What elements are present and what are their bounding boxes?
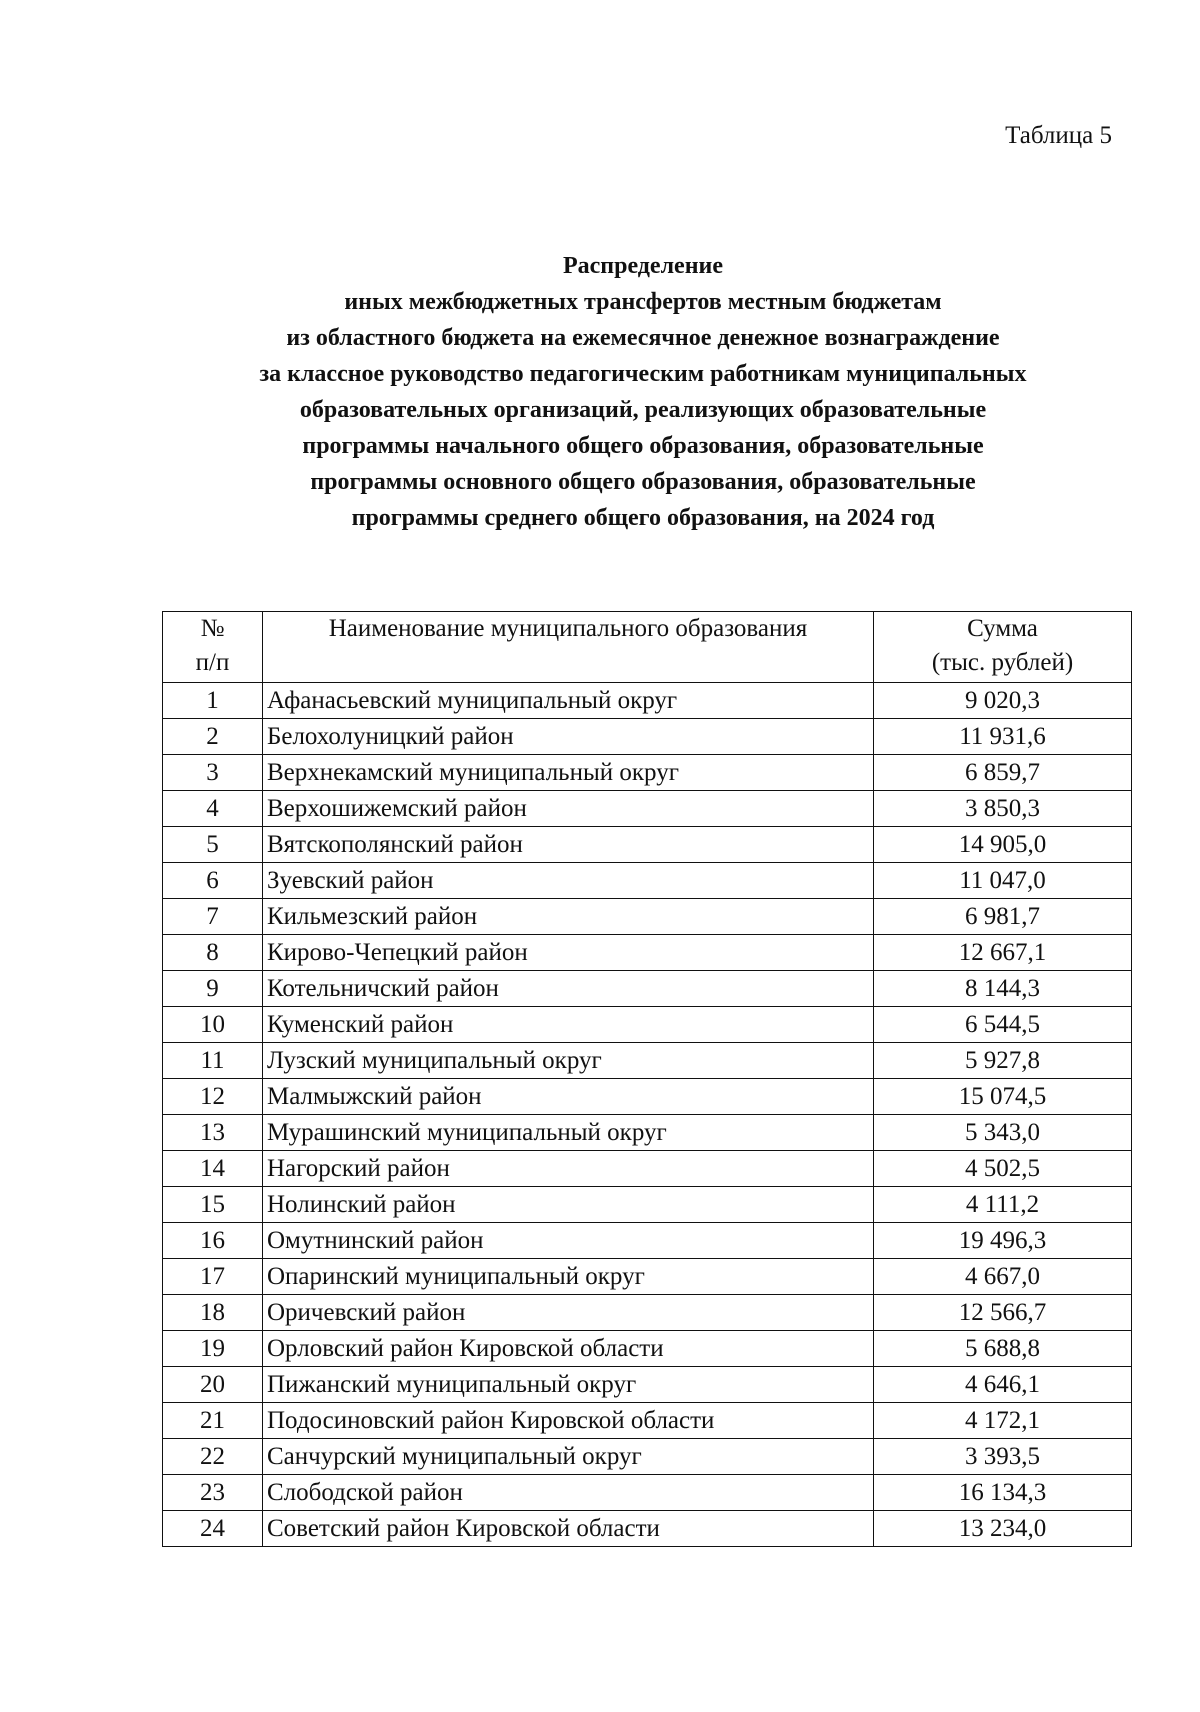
row-municipality-cell: Опаринский муниципальный округ [263,1259,874,1295]
row-municipality-cell: Верхнекамский муниципальный округ [263,755,874,791]
row-municipality-cell: Малмыжский район [263,1079,874,1115]
row-number-cell: 16 [163,1223,263,1259]
row-sum-cell: 6 544,5 [874,1007,1132,1043]
row-municipality-cell: Белохолуницкий район [263,719,874,755]
row-municipality-cell: Кирово-Чепецкий район [263,935,874,971]
row-sum-cell: 19 496,3 [874,1223,1132,1259]
row-sum-cell: 6 859,7 [874,755,1132,791]
row-sum-cell: 9 020,3 [874,683,1132,719]
title-line: образовательных организаций, реализующих образовательные [299,397,987,423]
table-row [163,1475,1132,1511]
row-municipality-cell: Пижанский муниципальный округ [263,1367,874,1403]
row-municipality-cell: Орловский район Кировской области [263,1331,874,1367]
table-row [163,1259,1132,1295]
title-line: программы среднего общего образования, на 2024 год [351,505,935,531]
title-line: программы основного общего образования, образовательные [310,469,976,495]
table-row [163,899,1132,935]
header-sum-line1: Сумма [967,615,1038,642]
table-row [163,1007,1132,1043]
row-number-cell: 21 [163,1403,263,1439]
row-municipality-cell: Верхошижемский район [263,791,874,827]
row-municipality-cell: Санчурский муниципальный округ [263,1439,874,1475]
table-row [163,935,1132,971]
row-sum-cell: 11 047,0 [874,863,1132,899]
row-sum-cell: 4 646,1 [874,1367,1132,1403]
row-sum-cell: 12 667,1 [874,935,1132,971]
row-municipality-cell: Омутнинский район [263,1223,874,1259]
row-number-cell: 5 [163,827,263,863]
table-body [163,683,1132,1547]
row-number-cell: 17 [163,1259,263,1295]
row-number-cell: 15 [163,1187,263,1223]
title-line: иных межбюджетных трансфертов местным бюджетам [344,289,942,315]
row-number-cell: 14 [163,1151,263,1187]
table-row [163,791,1132,827]
row-sum-cell: 5 688,8 [874,1331,1132,1367]
row-sum-cell: 11 931,6 [874,719,1132,755]
row-municipality-cell: Советский район Кировской области [263,1511,874,1547]
row-sum-cell: 8 144,3 [874,971,1132,1007]
row-municipality-cell: Оричевский район [263,1295,874,1331]
title-line: Распределение [562,253,724,279]
row-sum-cell: 13 234,0 [874,1511,1132,1547]
header-sum-line2: (тыс. рублей) [931,649,1074,676]
row-sum-cell: 4 502,5 [874,1151,1132,1187]
title-line: за классное руководство педагогическим работникам муниципальных [259,361,1027,387]
table-row [163,1511,1132,1547]
table-row [163,719,1132,755]
row-municipality-cell: Вятскополянский район [263,827,874,863]
table-row [163,1403,1132,1439]
row-number-cell: 13 [163,1115,263,1151]
row-number-cell: 11 [163,1043,263,1079]
row-number-cell: 3 [163,755,263,791]
row-sum-cell: 12 566,7 [874,1295,1132,1331]
row-number-cell: 4 [163,791,263,827]
row-sum-cell: 4 667,0 [874,1259,1132,1295]
row-municipality-cell: Котельничский район [263,971,874,1007]
table-row [163,1151,1132,1187]
row-sum-cell: 3 393,5 [874,1439,1132,1475]
row-municipality-cell: Нагорский район [263,1151,874,1187]
row-municipality-cell: Кильмезский район [263,899,874,935]
table-row [163,863,1132,899]
table-row [163,1187,1132,1223]
row-number-cell: 9 [163,971,263,1007]
row-municipality-cell: Подосиновский район Кировской области [263,1403,874,1439]
document-title [150,248,1136,536]
table-row [163,1439,1132,1475]
header-municipality: Наименование муниципального образования [263,612,874,683]
table-row [163,1043,1132,1079]
row-sum-cell: 6 981,7 [874,899,1132,935]
row-number-cell: 1 [163,683,263,719]
row-sum-cell: 5 343,0 [874,1115,1132,1151]
row-number-cell: 20 [163,1367,263,1403]
table-row [163,1079,1132,1115]
table-row [163,1331,1132,1367]
header-number [163,612,263,683]
table-row [163,1367,1132,1403]
header-sum [874,612,1132,683]
row-sum-cell: 4 172,1 [874,1403,1132,1439]
row-number-cell: 6 [163,863,263,899]
row-number-cell: 10 [163,1007,263,1043]
row-municipality-cell: Слободской район [263,1475,874,1511]
distribution-table [162,611,1132,1547]
table-row [163,827,1132,863]
row-number-cell: 2 [163,719,263,755]
title-line: из областного бюджета на ежемесячное денежное вознаграждение [286,325,1000,351]
table-number-label: Таблица 5 [1005,122,1112,149]
table-row [163,1115,1132,1151]
row-sum-cell: 16 134,3 [874,1475,1132,1511]
row-municipality-cell: Лузский муниципальный округ [263,1043,874,1079]
row-number-cell: 22 [163,1439,263,1475]
header-number-line2: п/п [195,649,230,676]
row-number-cell: 19 [163,1331,263,1367]
row-sum-cell: 5 927,8 [874,1043,1132,1079]
row-sum-cell: 14 905,0 [874,827,1132,863]
row-sum-cell: 3 850,3 [874,791,1132,827]
row-municipality-cell: Куменский район [263,1007,874,1043]
row-number-cell: 18 [163,1295,263,1331]
table-row [163,1295,1132,1331]
table-row [163,683,1132,719]
table-row [163,1223,1132,1259]
row-municipality-cell: Мурашинский муниципальный округ [263,1115,874,1151]
title-line: программы начального общего образования, образовательные [302,433,984,459]
row-number-cell: 23 [163,1475,263,1511]
row-number-cell: 12 [163,1079,263,1115]
table-row [163,755,1132,791]
table-row [163,971,1132,1007]
row-sum-cell: 15 074,5 [874,1079,1132,1115]
row-municipality-cell: Афанасьевский муниципальный округ [263,683,874,719]
row-sum-cell: 4 111,2 [874,1187,1132,1223]
row-number-cell: 7 [163,899,263,935]
table-header-row [163,612,1132,683]
row-number-cell: 8 [163,935,263,971]
row-municipality-cell: Зуевский район [263,863,874,899]
header-number-line1: № [200,615,225,642]
row-number-cell: 24 [163,1511,263,1547]
row-municipality-cell: Нолинский район [263,1187,874,1223]
